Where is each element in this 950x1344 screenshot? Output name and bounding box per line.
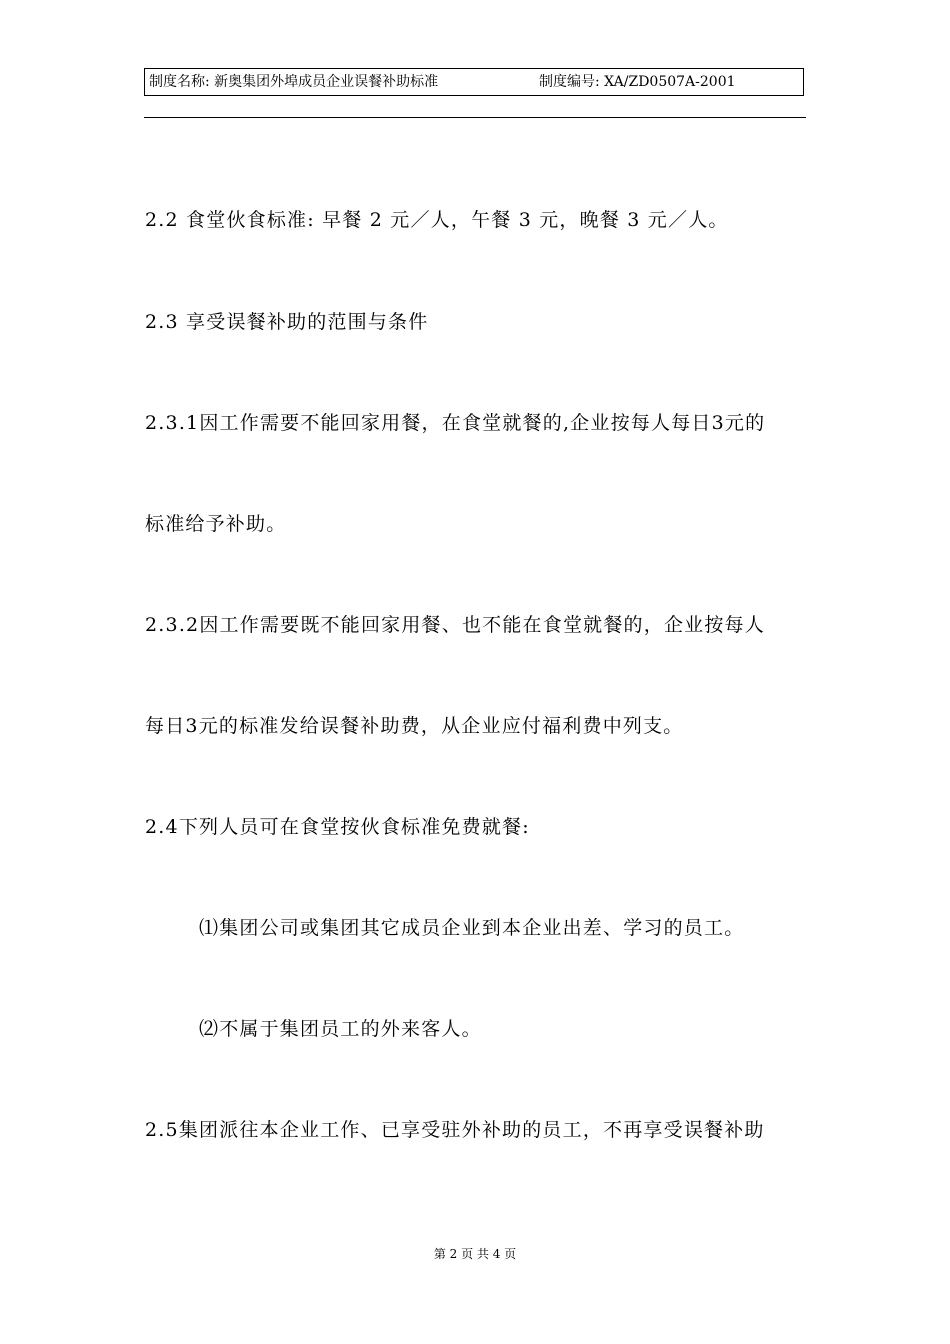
regulation-name	[149, 69, 438, 95]
page-footer: 第 2 页 共 4 页	[433, 1247, 517, 1261]
section-2-2: 2.2 食堂伙食标准: 早餐 2 元／人，午餐 3 元，晚餐 3 元／人。	[145, 209, 729, 231]
section-2-3-2-line2: 每日3元的标准发给误餐补助费，从企业应付福利费中列支。	[145, 715, 684, 737]
section-2-4: 2.4下列人员可在食堂按伙食标准免费就餐:	[145, 816, 530, 838]
section-2-4-item-1: ⑴集团公司或集团其它成员企业到本企业出差、学习的员工。	[199, 917, 745, 939]
regulation-name-label: 制度名称:	[149, 74, 210, 90]
section-2-3-2-line1: 2.3.2因工作需要既不能回家用餐、也不能在食堂就餐的，企业按每人	[145, 614, 765, 636]
section-2-3: 2.3 享受误餐补助的范围与条件	[145, 311, 429, 333]
section-2-5-line1: 2.5集团派往本企业工作、已享受驻外补助的员工，不再享受误餐补助	[145, 1119, 765, 1141]
header-divider	[144, 117, 806, 118]
section-2-3-1-line1: 2.3.1因工作需要不能回家用餐，在食堂就餐的,企业按每人每日3元的	[145, 412, 766, 434]
regulation-name-value: 新奥集团外埠成员企业误餐补助标准	[214, 74, 439, 90]
section-2-4-item-2: ⑵不属于集团员工的外来客人。	[199, 1018, 482, 1040]
regulation-code	[539, 69, 736, 95]
document-header	[144, 68, 804, 96]
section-2-3-1-line2: 标准给予补助。	[145, 513, 287, 535]
regulation-code-label: 制度编号:	[539, 74, 600, 90]
regulation-code-value: XA/ZD0507A-2001	[604, 74, 736, 90]
